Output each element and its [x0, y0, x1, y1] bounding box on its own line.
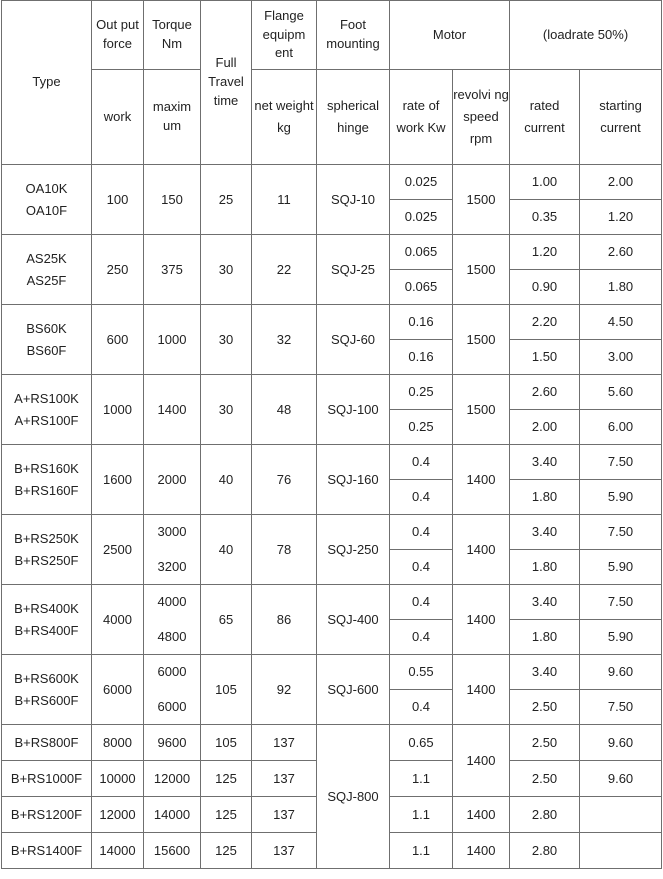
rated-current-cell: 3.40: [510, 445, 580, 480]
speed-cell: 1400: [453, 725, 510, 797]
type-k: B+RS250K: [14, 530, 79, 546]
starting-current-cell: 2.60: [580, 235, 662, 270]
type-f: A+RS100F: [14, 412, 79, 428]
speed-cell: 1400: [453, 585, 510, 655]
starting-current-cell: [580, 797, 662, 833]
rate-of-work-cell: 0.25: [390, 410, 453, 445]
type-cell: [2, 375, 92, 445]
rate-of-work-cell: 0.4: [390, 480, 453, 515]
output-force-cell: 600: [92, 305, 144, 375]
torque-cell: 15600: [144, 833, 201, 869]
mounting-cell: SQJ-60: [317, 305, 390, 375]
rate-of-work-cell: 0.16: [390, 305, 453, 340]
speed-cell: 1500: [453, 165, 510, 235]
net-weight-cell: 137: [252, 761, 317, 797]
travel-time-cell: 105: [201, 725, 252, 761]
header-rate-of-work: rate of work Kw: [390, 70, 453, 165]
starting-current-cell: 1.80: [580, 270, 662, 305]
rate-of-work-cell: 0.4: [390, 550, 453, 585]
travel-time-cell: 125: [201, 797, 252, 833]
rate-of-work-cell: 0.4: [390, 445, 453, 480]
type-k: AS25K: [26, 250, 67, 266]
travel-time-cell: 30: [201, 305, 252, 375]
rated-current-cell: 2.20: [510, 305, 580, 340]
speed-cell: 1400: [453, 833, 510, 869]
torque-cell: 150: [144, 165, 201, 235]
type-f: BS60F: [26, 342, 67, 358]
torque-cell: 3200: [144, 550, 201, 585]
net-weight-cell: 92: [252, 655, 317, 725]
mounting-cell: SQJ-800: [317, 725, 390, 869]
mounting-cell: SQJ-400: [317, 585, 390, 655]
header-torque: Torque Nm: [144, 1, 201, 70]
starting-current-cell: 2.00: [580, 165, 662, 200]
type-cell: [2, 585, 92, 655]
travel-time-cell: 40: [201, 515, 252, 585]
net-weight-cell: 22: [252, 235, 317, 305]
net-weight-cell: 86: [252, 585, 317, 655]
header-row-1: [2, 1, 662, 70]
rate-of-work-cell: 1.1: [390, 833, 453, 869]
header-loadrate: (loadrate 50%): [510, 1, 662, 70]
starting-current-cell: 7.50: [580, 690, 662, 725]
table-row: [2, 515, 662, 550]
starting-current-cell: 9.60: [580, 655, 662, 690]
rated-current-cell: 1.00: [510, 165, 580, 200]
mounting-cell: SQJ-600: [317, 655, 390, 725]
starting-current-cell: [580, 833, 662, 869]
net-weight-cell: 78: [252, 515, 317, 585]
starting-current-cell: 7.50: [580, 445, 662, 480]
output-force-cell: 100: [92, 165, 144, 235]
torque-cell: 1000: [144, 305, 201, 375]
mounting-cell: SQJ-160: [317, 445, 390, 515]
specifications-table: [1, 0, 662, 869]
torque-cell: 14000: [144, 797, 201, 833]
starting-current-cell: 5.90: [580, 480, 662, 515]
rate-of-work-cell: 0.025: [390, 200, 453, 235]
table-row: [2, 235, 662, 270]
rate-of-work-cell: 0.65: [390, 725, 453, 761]
rated-current-cell: 1.80: [510, 620, 580, 655]
speed-cell: 1500: [453, 235, 510, 305]
starting-current-cell: 4.50: [580, 305, 662, 340]
rated-current-cell: 2.60: [510, 375, 580, 410]
type-f: AS25F: [26, 272, 67, 288]
starting-current-cell: 5.60: [580, 375, 662, 410]
rated-current-cell: 1.50: [510, 340, 580, 375]
net-weight-cell: 48: [252, 375, 317, 445]
table-row: [2, 655, 662, 690]
rate-of-work-cell: 0.4: [390, 585, 453, 620]
starting-current-cell: 9.60: [580, 761, 662, 797]
type-f: B+RS160F: [14, 482, 79, 498]
torque-cell: 6000: [144, 655, 201, 690]
type-f: OA10F: [25, 202, 68, 218]
type-cell: B+RS1200F: [2, 797, 92, 833]
starting-current-cell: 1.20: [580, 200, 662, 235]
torque-cell: 1400: [144, 375, 201, 445]
rated-current-cell: 3.40: [510, 515, 580, 550]
rated-current-cell: 0.90: [510, 270, 580, 305]
rated-current-cell: 2.00: [510, 410, 580, 445]
rate-of-work-cell: 0.4: [390, 620, 453, 655]
type-k: B+RS600K: [14, 670, 79, 686]
header-maximum: maxim um: [144, 70, 201, 165]
type-cell: [2, 165, 92, 235]
output-force-cell: 6000: [92, 655, 144, 725]
rate-of-work-cell: 0.4: [390, 690, 453, 725]
speed-cell: 1400: [453, 445, 510, 515]
starting-current-cell: 7.50: [580, 515, 662, 550]
starting-current-cell: 7.50: [580, 585, 662, 620]
net-weight-cell: 137: [252, 725, 317, 761]
table-body: [2, 1, 662, 869]
speed-cell: 1400: [453, 797, 510, 833]
output-force-cell: 8000: [92, 725, 144, 761]
rated-current-cell: 1.80: [510, 480, 580, 515]
speed-cell: 1500: [453, 375, 510, 445]
rated-current-cell: 2.80: [510, 833, 580, 869]
header-full-travel-time: Full Travel time: [201, 1, 252, 165]
output-force-cell: 1600: [92, 445, 144, 515]
rate-of-work-cell: 1.1: [390, 797, 453, 833]
rated-current-cell: 3.40: [510, 585, 580, 620]
type-f: B+RS400F: [14, 622, 79, 638]
mounting-cell: SQJ-250: [317, 515, 390, 585]
header-spherical-hinge: spherical hinge: [317, 70, 390, 165]
table-row: [2, 585, 662, 620]
travel-time-cell: 65: [201, 585, 252, 655]
starting-current-cell: 5.90: [580, 550, 662, 585]
mounting-cell: SQJ-25: [317, 235, 390, 305]
header-output-force: Out put force: [92, 1, 144, 70]
table-row: [2, 305, 662, 340]
table-row: [2, 375, 662, 410]
header-foot-mounting: Foot mounting: [317, 1, 390, 70]
rate-of-work-cell: 0.025: [390, 165, 453, 200]
rate-of-work-cell: 0.55: [390, 655, 453, 690]
rated-current-cell: 2.50: [510, 690, 580, 725]
net-weight-cell: 11: [252, 165, 317, 235]
rated-current-cell: 1.80: [510, 550, 580, 585]
type-f: B+RS600F: [14, 692, 79, 708]
output-force-cell: 1000: [92, 375, 144, 445]
torque-cell: 375: [144, 235, 201, 305]
rated-current-cell: 2.80: [510, 797, 580, 833]
net-weight-cell: 137: [252, 833, 317, 869]
torque-cell: 6000: [144, 690, 201, 725]
net-weight-cell: 32: [252, 305, 317, 375]
torque-cell: 4000: [144, 585, 201, 620]
rate-of-work-cell: 0.25: [390, 375, 453, 410]
header-work: work: [92, 70, 144, 165]
type-k: B+RS400K: [14, 600, 79, 616]
rate-of-work-cell: 0.16: [390, 340, 453, 375]
header-type: Type: [2, 1, 92, 165]
travel-time-cell: 30: [201, 235, 252, 305]
travel-time-cell: 40: [201, 445, 252, 515]
type-cell: [2, 515, 92, 585]
starting-current-cell: 9.60: [580, 725, 662, 761]
rated-current-cell: 1.20: [510, 235, 580, 270]
header-net-weight: net weight kg: [252, 70, 317, 165]
torque-cell: 4800: [144, 620, 201, 655]
starting-current-cell: 6.00: [580, 410, 662, 445]
travel-time-cell: 125: [201, 761, 252, 797]
rated-current-cell: 2.50: [510, 725, 580, 761]
type-cell: [2, 305, 92, 375]
output-force-cell: 10000: [92, 761, 144, 797]
travel-time-cell: 105: [201, 655, 252, 725]
header-flange: Flange equipm ent: [252, 1, 317, 70]
type-cell: [2, 655, 92, 725]
type-f: B+RS250F: [14, 552, 79, 568]
torque-cell: 12000: [144, 761, 201, 797]
mounting-cell: SQJ-100: [317, 375, 390, 445]
type-k: A+RS100K: [14, 390, 79, 406]
speed-cell: 1400: [453, 515, 510, 585]
output-force-cell: 4000: [92, 585, 144, 655]
travel-time-cell: 125: [201, 833, 252, 869]
rate-of-work-cell: 0.065: [390, 235, 453, 270]
starting-current-cell: 5.90: [580, 620, 662, 655]
torque-cell: 3000: [144, 515, 201, 550]
output-force-cell: 14000: [92, 833, 144, 869]
rate-of-work-cell: 0.4: [390, 515, 453, 550]
table-row: [2, 445, 662, 480]
speed-cell: 1400: [453, 655, 510, 725]
header-revolving-speed: revolvi ng speed rpm: [453, 70, 510, 165]
header-rated-current: rated current: [510, 70, 580, 165]
type-k: OA10K: [25, 180, 68, 196]
travel-time-cell: 30: [201, 375, 252, 445]
rated-current-cell: 0.35: [510, 200, 580, 235]
type-k: BS60K: [26, 320, 67, 336]
torque-cell: 2000: [144, 445, 201, 515]
output-force-cell: 2500: [92, 515, 144, 585]
net-weight-cell: 76: [252, 445, 317, 515]
output-force-cell: 250: [92, 235, 144, 305]
type-cell: [2, 445, 92, 515]
table-row: [2, 165, 662, 200]
header-motor: Motor: [390, 1, 510, 70]
header-starting-current: starting current: [580, 70, 662, 165]
type-cell: [2, 235, 92, 305]
torque-cell: 9600: [144, 725, 201, 761]
type-cell: B+RS1400F: [2, 833, 92, 869]
rate-of-work-cell: 0.065: [390, 270, 453, 305]
travel-time-cell: 25: [201, 165, 252, 235]
output-force-cell: 12000: [92, 797, 144, 833]
starting-current-cell: 3.00: [580, 340, 662, 375]
speed-cell: 1500: [453, 305, 510, 375]
type-cell: B+RS1000F: [2, 761, 92, 797]
mounting-cell: SQJ-10: [317, 165, 390, 235]
rated-current-cell: 3.40: [510, 655, 580, 690]
rated-current-cell: 2.50: [510, 761, 580, 797]
net-weight-cell: 137: [252, 797, 317, 833]
table-row: [2, 725, 662, 761]
rate-of-work-cell: 1.1: [390, 761, 453, 797]
header-row-2: [2, 70, 662, 165]
type-cell: B+RS800F: [2, 725, 92, 761]
type-k: B+RS160K: [14, 460, 79, 476]
